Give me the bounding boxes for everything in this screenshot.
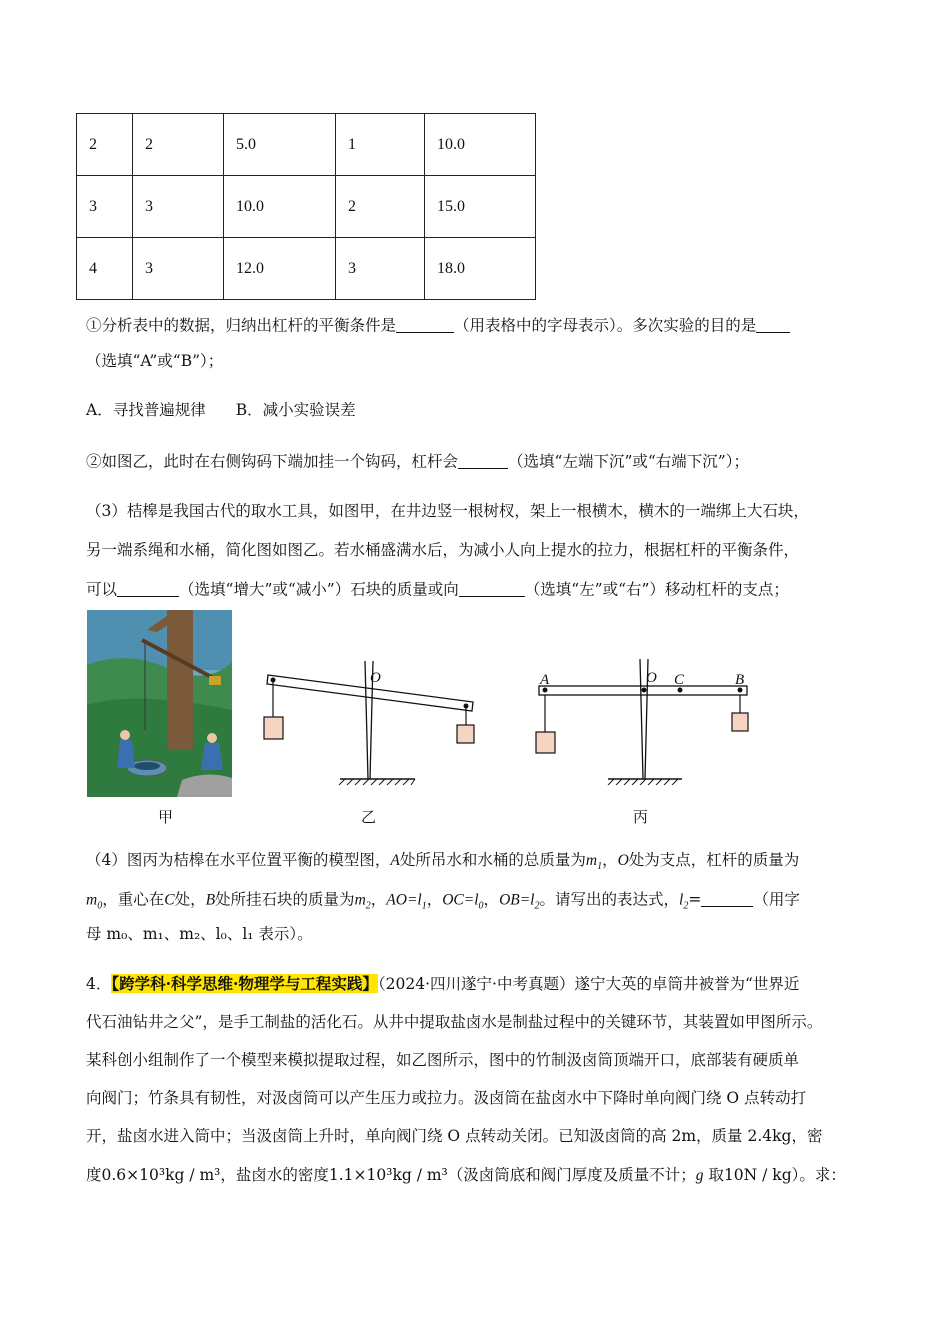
table-row: [77, 238, 536, 300]
yi-label-O: O: [370, 670, 381, 686]
q3-line3: 可以 （选填“增大”或“减小”）石块的质量或向 （选填“左”或“右”）移动杠杆的支点；: [86, 580, 789, 599]
table-cell: 10.0: [224, 176, 336, 238]
bing-label-C: C: [674, 672, 685, 688]
problem4-line4: 向阀门；竹条具有韧性，对汲卤筒可以产生压力或拉力。汲卤筒在盐卤水中下降时单向阀门绕 O 点转动打: [86, 1089, 807, 1107]
q2-part1-line1: ①分析表中的数据，归纳出杠杆的平衡条件是 （用表格中的字母表示）。多次实验的目的是: [86, 316, 790, 334]
highlight-tag: 【跨学科·科学思维·物理学与工程实践】: [111, 974, 378, 993]
q3-line1: （3）桔槔是我国古代的取水工具，如图甲，在井边竖一根树杈，架上一根横木，横木的一端绑上大石块，: [86, 502, 809, 520]
table-cell: 10.0: [425, 114, 536, 176]
table-row: [77, 114, 536, 176]
table-row: [77, 176, 536, 238]
answer-blank[interactable]: [458, 452, 508, 469]
problem-number: 4．: [86, 975, 112, 993]
table-cell: 2: [77, 114, 133, 176]
table-cell: 3: [133, 238, 224, 300]
table-cell: 3: [77, 176, 133, 238]
q2-part2: ②如图乙，此时在右侧钩码下端加挂一个钩码，杠杆会 （选填“左端下沉”或“右端下沉”）；: [86, 452, 749, 471]
bing-label-B: B: [735, 672, 745, 688]
problem4-line3: 某科创小组制作了一个模型来模拟提取过程，如乙图所示，图中的竹制汲卤筒顶端开口，底部装有硬质单: [86, 1051, 800, 1069]
table-cell: 2: [133, 114, 224, 176]
q4-line2: $m_0$，重心在C处，B处所挂石块的质量为$m_2$，$AO=l_1$，$OC=l_0$，$OB=l_2$。请写出的表达式，$l_2=$ （用字: [86, 890, 800, 912]
q4-line3: 母 m₀、m₁、m₂、l₀、l₁ 表示）。: [86, 925, 313, 943]
table-cell: 12.0: [224, 238, 336, 300]
answer-blank[interactable]: [459, 580, 525, 597]
bing-right-weight: [732, 713, 748, 731]
q4-line1: （4）图丙为桔槔在水平位置平衡的模型图，A处所吊水和水桶的总质量为$m_1$，O处为支点，杠杆的质量为: [86, 851, 800, 873]
q2-part1-line2: （选填“A”或“B”）；: [86, 352, 224, 370]
data-table: [76, 113, 536, 300]
figure-bing-lever: [530, 655, 755, 785]
figure-label-jia: 甲: [158, 808, 174, 826]
problem4-line1: 4．【跨学科·科学思维·物理学与工程实践】（2024·四川遂宁·中考真题）遂宁大英的卓筒井被誉为“世界近: [86, 974, 800, 993]
figure-jia-illustration: [87, 610, 232, 797]
q3-line2: 另一端系绳和水桶，简化图如图乙。若水桶盛满水后，为减小人向上提水的拉力，根据杠杆的平衡条件，: [86, 541, 800, 559]
bing-point-O: [642, 688, 647, 693]
answer-blank[interactable]: [117, 580, 179, 597]
yi-left-weight: [264, 717, 283, 739]
problem4-line6: 度0.6×10³kg / m³，盐卤水的密度1.1×10³kg / m³（汲卤筒底和阀门厚度及质量不计；g 取10N / kg）。求：: [86, 1166, 846, 1184]
table-cell: 15.0: [425, 176, 536, 238]
figure-label-yi: 乙: [361, 808, 377, 826]
answer-blank[interactable]: [396, 316, 454, 333]
table-cell: 3: [133, 176, 224, 238]
option-a: A．寻找普遍规律: [86, 401, 206, 419]
table-cell: 1: [336, 114, 425, 176]
yi-right-weight: [457, 725, 474, 743]
bing-label-O: O: [646, 670, 657, 686]
bing-label-A: A: [540, 672, 550, 688]
answer-blank[interactable]: [701, 890, 753, 907]
bing-left-weight: [536, 732, 555, 753]
answer-blank[interactable]: [756, 316, 790, 333]
table-cell: 5.0: [224, 114, 336, 176]
table-cell: 2: [336, 176, 425, 238]
q2-options: [86, 403, 356, 419]
table-cell: 4: [77, 238, 133, 300]
table-cell: 3: [336, 238, 425, 300]
table-cell: 18.0: [425, 238, 536, 300]
problem4-line5: 开，盐卤水进入筒中；当汲卤筒上升时，单向阀门绕 O 点转动关闭。已知汲卤筒的高 2m，质量 2.4kg，密: [86, 1127, 823, 1145]
problem4-line2: 代石油钻井之父”，是手工制盐的活化石。从井中提取盐卤水是制盐过程中的关键环节，其装置如甲图所示。: [86, 1013, 823, 1031]
figure-label-bing: 丙: [633, 808, 649, 826]
option-b: B．减小实验误差: [235, 401, 356, 419]
